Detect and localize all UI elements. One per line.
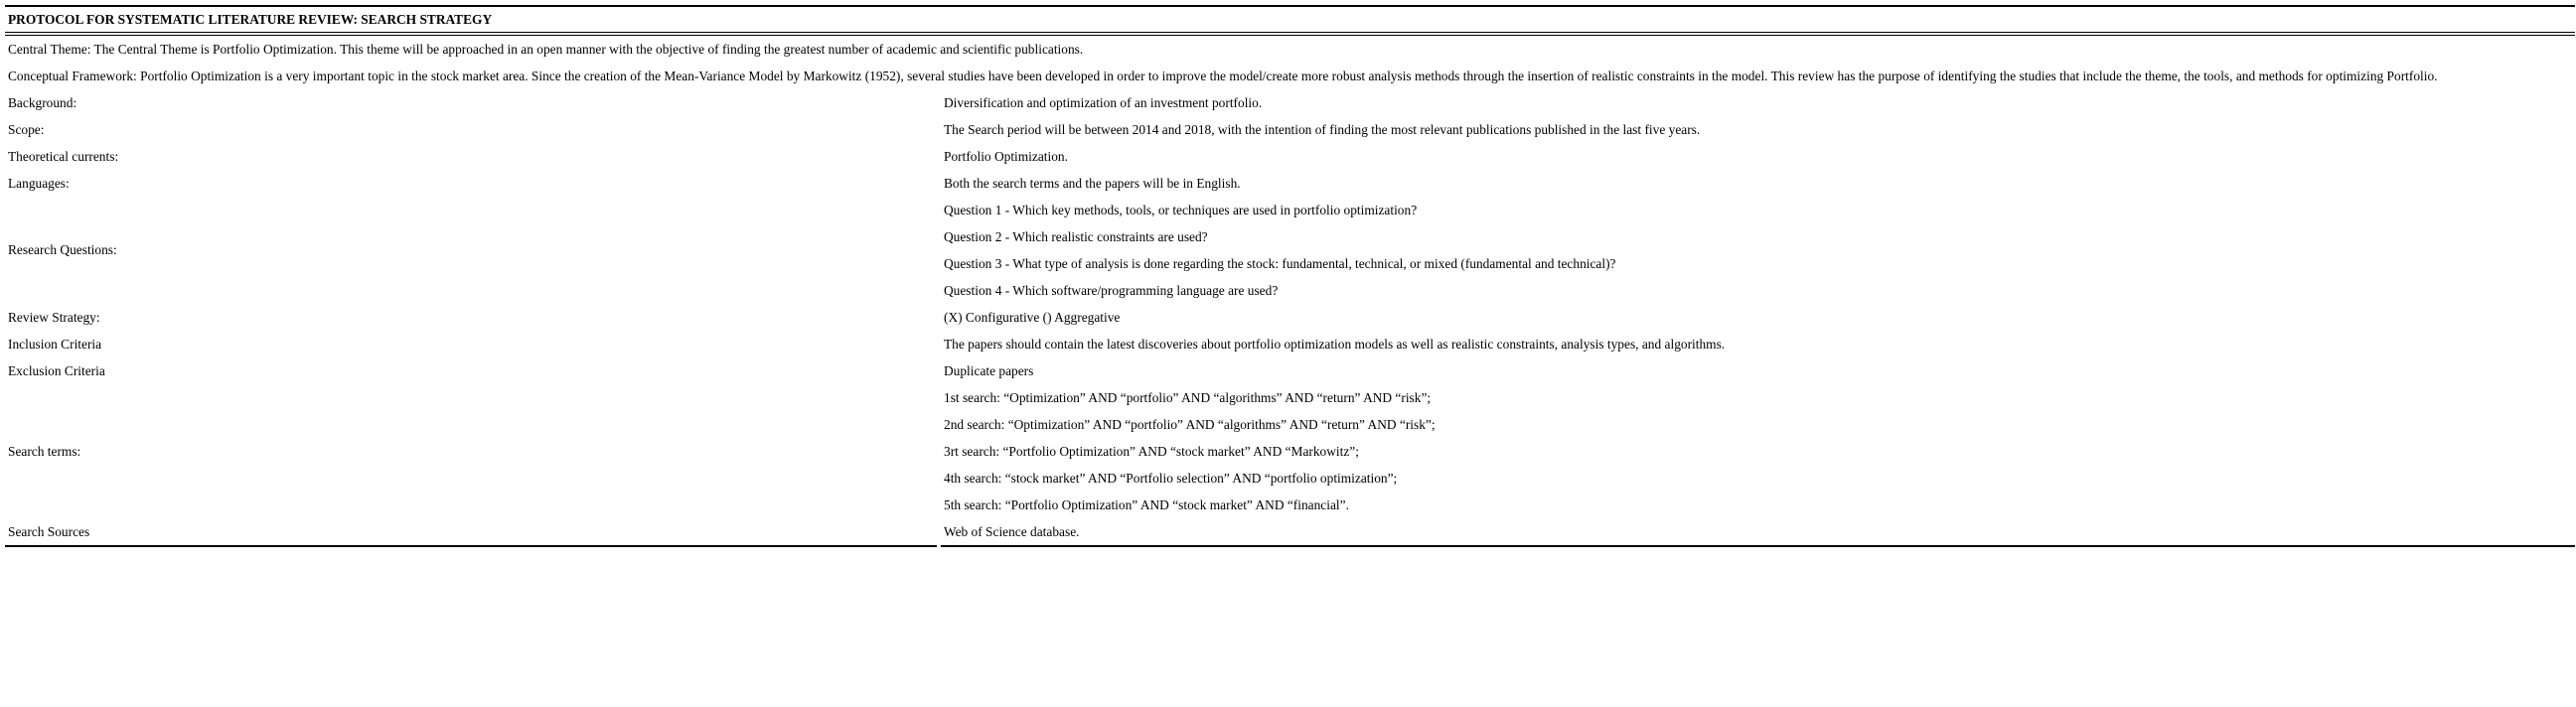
inclusion-criteria-row	[5, 331, 2575, 357]
bottom-rule-left	[5, 545, 937, 547]
theoretical-currents-label: Theoretical currents:	[8, 148, 119, 164]
inclusion-criteria-label: Inclusion Criteria	[8, 336, 102, 352]
research-questions-label: Research Questions:	[8, 242, 117, 257]
background-label: Background:	[8, 94, 77, 110]
research-questions-row	[5, 197, 2575, 304]
search-term-1: 1st search: “Optimization” AND “portfolio” AND “algorithms” AND “return” AND “risk”;	[944, 389, 1432, 405]
research-question-4: Question 4 - Which software/programming language are used?	[944, 282, 1279, 298]
languages-value: Both the search terms and the papers will be in English.	[944, 175, 1241, 191]
exclusion-criteria-row	[5, 357, 2575, 384]
scope-row	[5, 116, 2575, 143]
background-value: Diversification and optimization of an investment portfolio.	[944, 94, 1263, 110]
review-strategy-label: Review Strategy:	[8, 309, 100, 325]
languages-label: Languages:	[8, 175, 70, 191]
search-sources-row	[5, 518, 2575, 545]
search-term-4: 4th search: “stock market” AND “Portfolio selection” AND “portfolio optimization”;	[944, 470, 1398, 486]
languages-row	[5, 170, 2575, 197]
scope-value: The Search period will be between 2014 and 2018, with the intention of finding the most relevant publications published in the last five years.	[944, 121, 1701, 137]
background-row	[5, 89, 2575, 116]
table-bottom-rule	[5, 545, 2575, 547]
table-title: PROTOCOL FOR SYSTEMATIC LITERATURE REVIEW: SEARCH STRATEGY	[5, 5, 2575, 36]
search-term-2: 2nd search: “Optimization” AND “portfolio” AND “algorithms” AND “return” AND “risk”;	[944, 416, 1436, 432]
inclusion-criteria-value: The papers should contain the latest discoveries about portfolio optimization models as well as realistic constraints, analysis types, and algorithms.	[944, 336, 1726, 352]
search-term-5: 5th search: “Portfolio Optimization” AND “stock market” AND “financial”.	[944, 496, 1349, 512]
central-theme-row: Central Theme: The Central Theme is Portfolio Optimization. This theme will be approached in an open manner with the objective of finding the greatest number of academic and scientific publications.	[8, 41, 1084, 57]
research-question-3: Question 3 - What type of analysis is done regarding the stock: fundamental, technical, or mixed (fundamental and technical)?	[944, 255, 1616, 271]
bottom-rule-right	[941, 545, 2575, 547]
exclusion-criteria-label: Exclusion Criteria	[8, 362, 105, 378]
search-terms-label: Search terms:	[8, 443, 81, 459]
search-sources-value: Web of Science database.	[944, 523, 1080, 539]
review-strategy-value: (X) Configurative () Aggregative	[944, 309, 1121, 325]
conceptual-framework-row: Conceptual Framework: Portfolio Optimization is a very important topic in the stock market area. Since the creation of the Mean-Variance Model by Markowitz (1952), several studies have been developed in order to improve the model/create more robust analysis methods through the insertion of realistic constraints in the model. This review has the purpose of identifying the studies that include the theme, the tools, and methods for optimizing Portfolio.	[8, 68, 2438, 83]
review-strategy-row	[5, 304, 2575, 331]
theoretical-currents-row	[5, 143, 2575, 170]
research-question-2: Question 2 - Which realistic constraints are used?	[944, 228, 1208, 244]
search-terms-row	[5, 384, 2575, 518]
theoretical-currents-value: Portfolio Optimization.	[944, 148, 1068, 164]
protocol-table	[5, 5, 2575, 547]
scope-label: Scope:	[8, 121, 45, 137]
research-question-1: Question 1 - Which key methods, tools, or techniques are used in portfolio optimization?	[944, 202, 1418, 217]
search-sources-label: Search Sources	[8, 523, 90, 539]
search-term-3: 3rt search: “Portfolio Optimization” AND “stock market” AND “Markowitz”;	[944, 443, 1359, 459]
exclusion-criteria-value: Duplicate papers	[944, 362, 1034, 378]
